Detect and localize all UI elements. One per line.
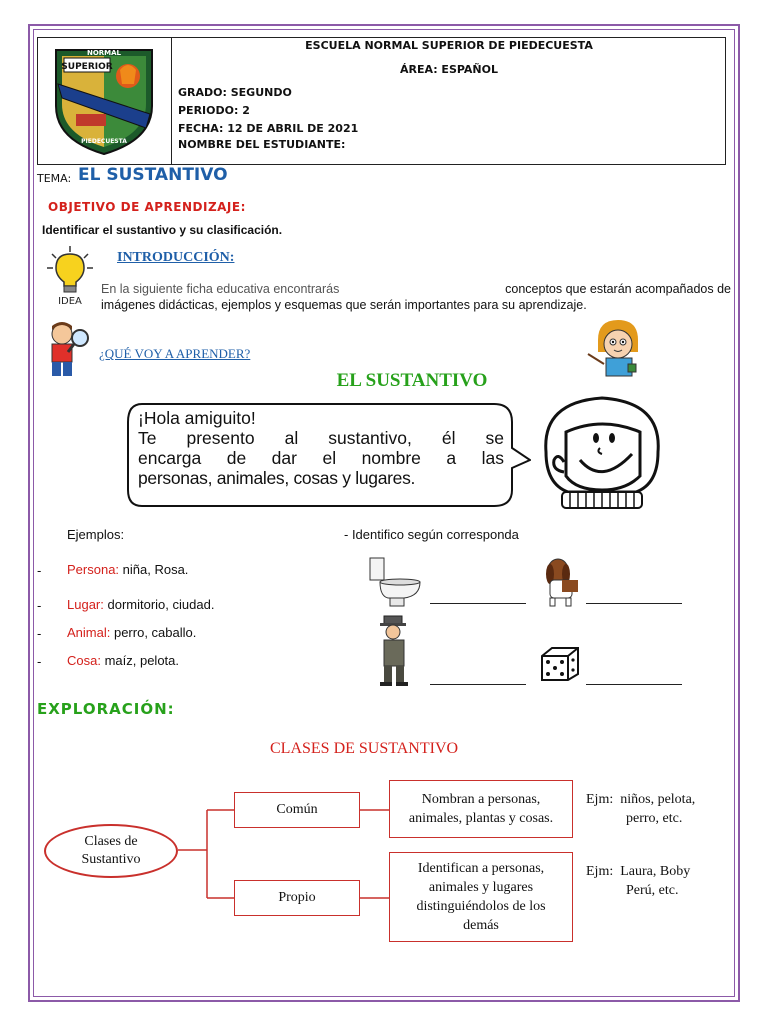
comun-desc-line: animales, plantas y cosas. <box>408 811 554 826</box>
propio-ejm-line-1: Laura, Boby <box>620 864 691 879</box>
propio-desc-line: demás <box>463 918 499 933</box>
intro-line-2: imágenes didácticas, ejemplos y esquemas que serán importantes para su aprendizaje. <box>101 298 587 312</box>
example-dash: - <box>37 598 42 613</box>
bubble-line-2: Te presento al sustantivo, él se <box>138 428 504 448</box>
comun-ejm-line-1: niños, pelota, <box>620 792 696 807</box>
svg-text:PIEDECUESTA: PIEDECUESTA <box>81 138 127 145</box>
intro-line-1-start: En la siguiente ficha educativa encontrarás <box>101 282 340 296</box>
comun-box <box>234 792 360 828</box>
main-title: EL SUSTANTIVO <box>336 370 488 391</box>
classes-title: CLASES DE SUSTANTIVO <box>270 740 459 757</box>
example-persona-label: Persona: <box>67 562 120 577</box>
example-cosa-label: Cosa: <box>67 653 101 668</box>
propio-label: Propio <box>278 890 316 905</box>
example-dash: - <box>37 563 42 578</box>
propio-desc-line: animales y lugares <box>428 880 534 895</box>
date-label: FECHA: 12 DE ABRIL DE 2021 <box>178 122 359 135</box>
example-lugar-text: dormitorio, ciudad. <box>103 597 215 612</box>
svg-text:NORMAL: NORMAL <box>86 49 122 57</box>
example-persona-text: niña, Rosa. <box>119 562 189 577</box>
propio-ejm-prefix: Ejm: <box>586 864 614 879</box>
comun-desc-line: Nombran a personas, <box>421 792 541 807</box>
bubble-line-4: personas, animales, cosas y lugares. <box>138 468 416 488</box>
classes-root-line-2: Sustantivo <box>81 852 141 867</box>
examples-title: Ejemplos: <box>67 527 125 542</box>
comun-description-box <box>389 780 573 838</box>
student-name-label: NOMBRE DEL ESTUDIANTE: <box>178 138 346 151</box>
example-animal-label: Animal: <box>67 625 111 640</box>
objective-title: OBJETIVO DE APRENDIZAJE: <box>48 200 246 214</box>
classes-root-ellipse <box>44 824 178 878</box>
bubble-line-1: ¡Hola amiguito! <box>138 408 256 428</box>
propio-desc-line: distinguiéndolos de los <box>416 899 546 914</box>
comun-label: Común <box>276 802 318 817</box>
comun-ejm-prefix: Ejm: <box>586 792 614 807</box>
example-animal-text: perro, caballo. <box>110 625 197 640</box>
example-cosa-text: maíz, pelota. <box>100 653 180 668</box>
school-name: ESCUELA NORMAL SUPERIOR DE PIEDECUESTA <box>305 39 593 52</box>
period-label: PERIODO: 2 <box>178 104 250 117</box>
tema-value: EL SUSTANTIVO <box>78 165 228 185</box>
classes-root-line-1: Clases de <box>84 834 138 849</box>
area-label: ÁREA: ESPAÑOL <box>399 63 498 76</box>
intro-line-1-end: conceptos que estarán acompañados de <box>505 282 731 296</box>
svg-text:IDEA: IDEA <box>58 296 82 306</box>
propio-desc-line: Identifican a personas, <box>417 861 545 876</box>
objective-text: Identificar el sustantivo y su clasificación. <box>42 223 283 237</box>
intro-title: INTRODUCCIÓN: <box>117 250 235 265</box>
propio-description-box <box>389 852 573 942</box>
exploracion-title: EXPLORACIÓN: <box>37 700 175 718</box>
example-dash: - <box>37 654 42 669</box>
comun-example <box>586 790 695 828</box>
example-lugar-label: Lugar: <box>67 597 104 612</box>
identify-instruction: - Identifico según corresponda <box>344 527 519 542</box>
comun-ejm-line-2: perro, etc. <box>626 811 683 826</box>
svg-text:SUPERIOR: SUPERIOR <box>61 62 113 72</box>
example-dash: - <box>37 626 42 641</box>
tema-label: TEMA: <box>37 172 72 185</box>
propio-example <box>586 862 690 900</box>
grade-label: GRADO: SEGUNDO <box>178 86 292 99</box>
bubble-line-3: encarga de dar el nombre a las <box>138 448 504 468</box>
propio-ejm-line-2: Perú, etc. <box>626 883 679 898</box>
propio-box <box>234 880 360 916</box>
learn-title: ¿QUÉ VOY A APRENDER? <box>99 346 251 361</box>
